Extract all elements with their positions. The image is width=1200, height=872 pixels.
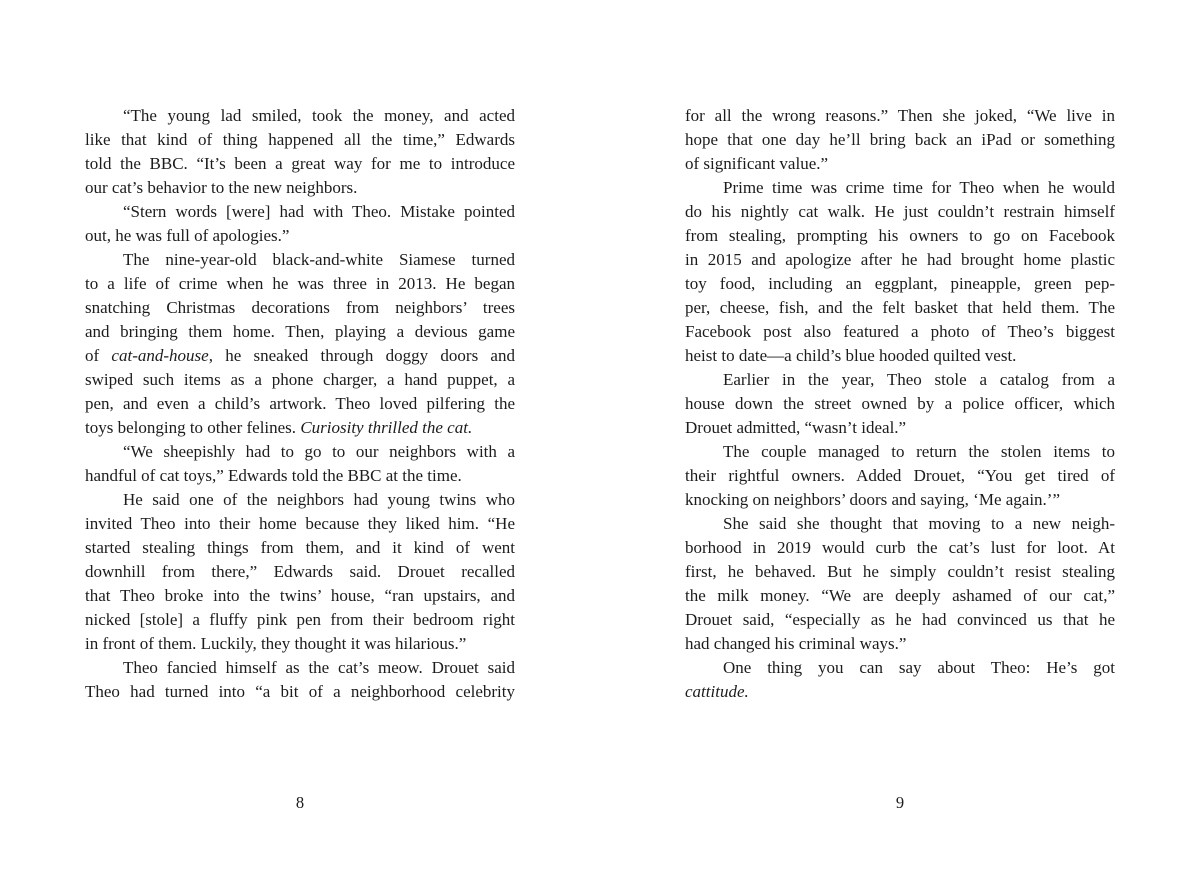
text-run: Facebook post also featured a photo of Theo’s biggest — [685, 322, 1115, 341]
text-line — [85, 536, 515, 560]
text-run: He said one of the neighbors had young twins who — [123, 490, 515, 509]
text-run: snatching Christmas decorations from neighbors’ trees — [85, 298, 515, 317]
left-page-number: 8 — [295, 793, 305, 812]
text-run: out, he was full of apologies.” — [85, 226, 290, 245]
right-page-text — [685, 104, 1115, 704]
text-run: Theo had turned into “a bit of a neighborhood celebrity — [85, 682, 515, 701]
text-run: Earlier in the year, Theo stole a catalog from a — [723, 370, 1115, 389]
text-run: to a life of crime when he was three in 2013. He began — [85, 274, 515, 293]
text-run: in 2015 and apologize after he had brought home plastic — [685, 250, 1115, 269]
text-run: that Theo broke into the twins’ house, “ran upstairs, and — [85, 586, 515, 605]
text-line — [685, 344, 1115, 368]
text-line — [685, 560, 1115, 584]
text-run: and bringing them home. Then, playing a devious game — [85, 322, 515, 341]
text-run: handful of cat toys,” Edwards told the BBC at the time. — [85, 466, 462, 485]
italic-text-run: Curiosity thrilled the cat. — [300, 418, 473, 437]
italic-text-run: cat-and-house — [111, 346, 209, 365]
text-run: the milk money. “We are deeply ashamed of our cat,” — [685, 586, 1115, 605]
italic-text-run: cattitude. — [685, 682, 749, 701]
text-run: Drouet admitted, “wasn’t ideal.” — [685, 418, 907, 437]
text-line — [685, 512, 1115, 536]
text-line — [85, 488, 515, 512]
text-run: heist to date—a child’s blue hooded quilted vest. — [685, 346, 1017, 365]
text-line — [685, 488, 1115, 512]
text-run: One thing you can say about Theo: He’s got — [723, 658, 1115, 677]
text-line — [85, 632, 515, 656]
text-line — [85, 320, 515, 344]
text-run: had changed his criminal ways.” — [685, 634, 907, 653]
text-run: per, cheese, fish, and the felt basket that held them. The — [685, 298, 1115, 317]
text-run: , he sneaked through doggy doors and — [208, 346, 515, 365]
text-line — [685, 272, 1115, 296]
text-line — [685, 416, 1115, 440]
text-run: do his nightly cat walk. He just couldn’t restrain himself — [685, 202, 1115, 221]
text-run: downhill from there,” Edwards said. Drouet recalled — [85, 562, 515, 581]
text-line — [685, 584, 1115, 608]
text-line — [685, 200, 1115, 224]
text-run: Theo fancied himself as the cat’s meow. Drouet said — [123, 658, 515, 677]
text-line — [685, 368, 1115, 392]
text-run: toy food, including an eggplant, pineapple, green pep- — [685, 274, 1115, 293]
text-run: “We sheepishly had to go to our neighbors with a — [123, 442, 515, 461]
right-page-number: 9 — [895, 793, 905, 812]
text-line — [85, 368, 515, 392]
text-line — [685, 536, 1115, 560]
text-run: Drouet said, “especially as he had convinced us that he — [685, 610, 1115, 629]
text-run: She said she thought that moving to a new neigh- — [723, 514, 1115, 533]
text-line — [85, 512, 515, 536]
text-line — [685, 248, 1115, 272]
text-line — [85, 464, 515, 488]
text-run: of — [85, 346, 112, 365]
text-run: knocking on neighbors’ doors and saying, ‘Me again.’” — [685, 490, 1061, 509]
text-line — [685, 128, 1115, 152]
text-run: borhood in 2019 would curb the cat’s lust for loot. At — [685, 538, 1115, 557]
left-page-text — [85, 104, 515, 704]
text-run: nicked [stole] a fluffy pink pen from their bedroom right — [85, 610, 515, 629]
text-line — [85, 200, 515, 224]
text-run: “The young lad smiled, took the money, and acted — [123, 106, 515, 125]
text-run: pen, and even a child’s artwork. Theo loved pilfering the — [85, 394, 515, 413]
text-line — [685, 656, 1115, 680]
text-line — [85, 104, 515, 128]
text-run: The couple managed to return the stolen items to — [723, 442, 1115, 461]
text-run: swiped such items as a phone charger, a hand puppet, a — [85, 370, 515, 389]
text-run: of significant value.” — [685, 154, 829, 173]
text-run: in front of them. Luckily, they thought it was hilarious.” — [85, 634, 467, 653]
text-line — [85, 152, 515, 176]
text-line — [685, 320, 1115, 344]
text-line — [685, 632, 1115, 656]
text-line — [685, 680, 1115, 704]
text-run: “Stern words [were] had with Theo. Mistake pointed — [123, 202, 515, 221]
text-run: from stealing, prompting his owners to go on Facebook — [685, 226, 1115, 245]
text-run: told the BBC. “It’s been a great way for me to introduce — [85, 154, 515, 173]
text-line — [685, 176, 1115, 200]
text-run: The nine-year-old black-and-white Siamese turned — [123, 250, 515, 269]
text-line — [85, 272, 515, 296]
text-run: invited Theo into their home because they liked him. “He — [85, 514, 515, 533]
text-run: like that kind of thing happened all the time,” Edwards — [85, 130, 515, 149]
text-line — [685, 152, 1115, 176]
text-line — [85, 344, 515, 368]
text-line — [85, 560, 515, 584]
text-line — [85, 656, 515, 680]
text-line — [85, 176, 515, 200]
text-line — [685, 608, 1115, 632]
text-line — [85, 224, 515, 248]
text-line — [85, 416, 515, 440]
text-line — [85, 392, 515, 416]
text-run: Prime time was crime time for Theo when he would — [723, 178, 1115, 197]
text-line — [685, 440, 1115, 464]
text-line — [685, 296, 1115, 320]
text-run: for all the wrong reasons.” Then she joked, “We live in — [685, 106, 1115, 125]
text-run: first, he behaved. But he simply couldn’t resist stealing — [685, 562, 1115, 581]
text-line — [85, 584, 515, 608]
text-run: started stealing things from them, and it kind of went — [85, 538, 515, 557]
text-line — [85, 296, 515, 320]
text-line — [685, 392, 1115, 416]
text-line — [685, 104, 1115, 128]
text-line — [685, 464, 1115, 488]
text-line — [85, 440, 515, 464]
text-run: house down the street owned by a police officer, which — [685, 394, 1115, 413]
text-line — [85, 608, 515, 632]
text-run: their rightful owners. Added Drouet, “You get tired of — [685, 466, 1115, 485]
text-line — [85, 680, 515, 704]
text-run: toys belonging to other felines. — [85, 418, 301, 437]
text-run: hope that one day he’ll bring back an iPad or something — [685, 130, 1115, 149]
text-run: our cat’s behavior to the new neighbors. — [85, 178, 358, 197]
text-line — [685, 224, 1115, 248]
text-line — [85, 248, 515, 272]
text-line — [85, 128, 515, 152]
